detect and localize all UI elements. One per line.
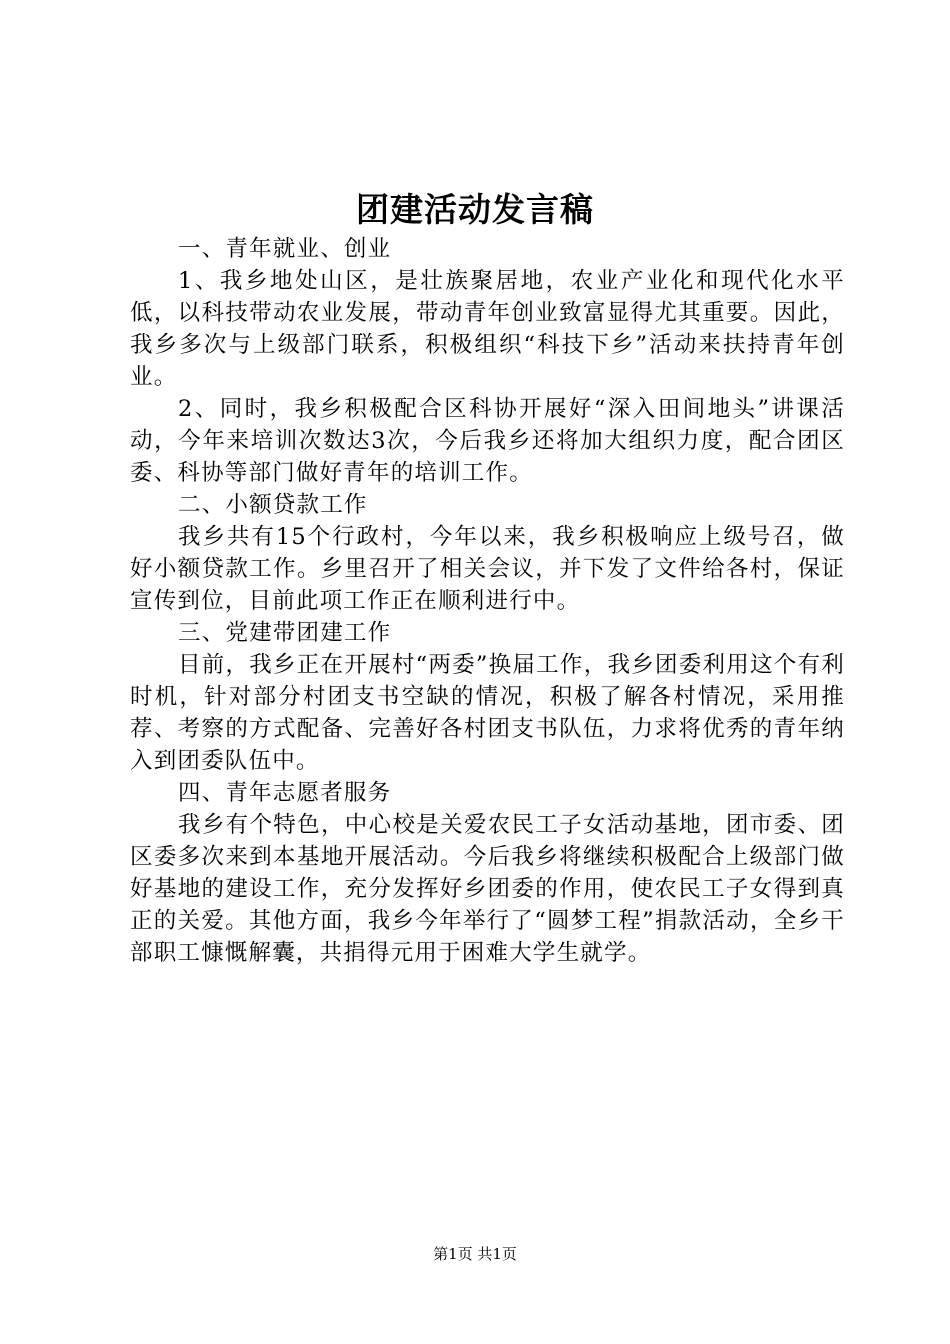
paragraph-party-building: 目前，我乡正在开展村“两委”换届工作，我乡团委利用这个有利时机，针对部分村团支书空缺的情况，积极了解各村情况，采用推荐、考察的方式配备、完善好各村团支书队伍，力求将优秀的青年纳入到团委队伍中。 — [130, 652, 845, 774]
document-body — [130, 233, 845, 969]
paragraph-microloan: 我乡共有15个行政村，今年以来，我乡积极响应上级号召，做好小额贷款工作。乡里召开了相关会议，并下发了文件给各村，保证宣传到位，目前此项工作正在顺利进行中。 — [130, 524, 845, 614]
paragraph-volunteer: 我乡有个特色，中心校是关爱农民工子女活动基地，团市委、团区委多次来到本基地开展活动。今后我乡将继续积极配合上级部门做好基地的建设工作，充分发挥好乡团委的作用，使农民工子女得到真正的关爱。其他方面，我乡今年举行了“圆梦工程”捐款活动，全乡干部职工慷慨解囊，共捐得元用于困难大学生就学。 — [130, 812, 845, 966]
paragraph-employment-2: 2、同时，我乡积极配合区科协开展好“深入田间地头”讲课活动，今年来培训次数达3次，今后我乡还将加大组织力度，配合团区委、科协等部门做好青年的培训工作。 — [130, 396, 845, 486]
page-number-footer: 第1页 共1页 — [433, 1245, 517, 1263]
paragraph-employment-1: 1、我乡地处山区，是壮族聚居地，农业产业化和现代化水平低，以科技带动农业发展，带动青年创业致富显得尤其重要。因此，我乡多次与上级部门联系，积极组织“科技下乡”活动来扶持青年创业。 — [130, 268, 845, 390]
heading-volunteer: 四、青年志愿者服务 — [178, 780, 392, 806]
document-title: 团建活动发言稿 — [356, 190, 594, 229]
heading-employment: 一、青年就业、创业 — [178, 236, 392, 262]
heading-party-building: 三、党建带团建工作 — [178, 620, 392, 646]
heading-microloan: 二、小额贷款工作 — [178, 492, 368, 518]
